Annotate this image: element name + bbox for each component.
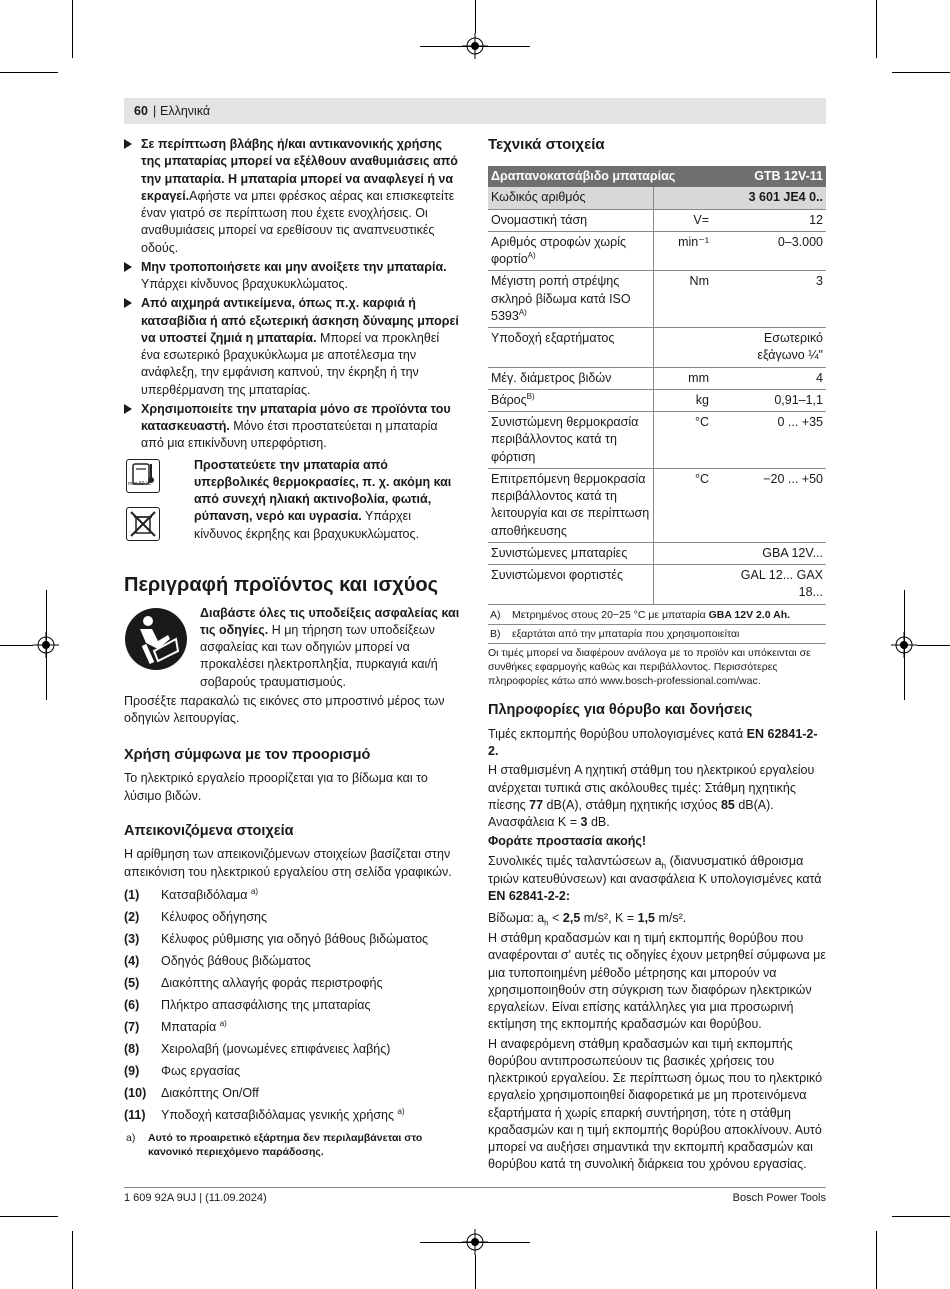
- thermometer-icon: [126, 459, 160, 493]
- crop-mark: [892, 1216, 950, 1217]
- item-text: Οδηγός βάθους βιδώματος: [161, 953, 311, 968]
- table-row: [488, 412, 826, 469]
- row-unit: mm: [654, 367, 713, 389]
- table-row: [488, 209, 826, 231]
- table-row: [488, 542, 826, 564]
- page-number: 60: [134, 104, 148, 118]
- item-number: (10): [124, 1085, 147, 1100]
- bullet-bold: Από αιχμηρά αντικείμενα, όπως π.χ. καρφιά ή κατσαβίδια ή από εξωτερική άσκηση δύναμης μπορεί να υποστεί ζημιά η μπαταρία.: [141, 296, 459, 345]
- noise-p1: Τιμές εκπομπής θορύβου υπολογισμένες κατά EN 62841-2-2.: [488, 726, 818, 758]
- row-label: Μέγ. διάμετρος βιδών: [488, 367, 654, 389]
- table-header-value: GTB 12V-11: [712, 166, 826, 187]
- note-text: Μετρημένος στους 20−25 °C με μπαταρία: [512, 608, 706, 621]
- row-value: GBA 12V...: [712, 542, 826, 564]
- table-row: [488, 367, 826, 389]
- bullet-bold: Σε περίπτωση βλάβης ή/και αντικανονικής χρήσης της μπαταρίας μπορεί να εξέλθουν αναθυμιάσεις από την μπαταρία. Η μπαταρία μπορεί να αναφλεγεί ή να εκραγεί.: [141, 137, 458, 203]
- item-number: (3): [124, 931, 140, 946]
- use-title: Χρήση σύμφωνα με τον προορισμό: [124, 747, 371, 763]
- bullet-triangle-icon: [124, 298, 132, 308]
- read-bold: Διαβάστε όλες τις υποδείξεις ασφαλείας και τις οδηγίες.: [200, 605, 460, 637]
- item-number: (11): [124, 1107, 146, 1122]
- table-header-row: [488, 166, 826, 187]
- row-value: −20 ... +50: [712, 468, 826, 542]
- item-text: Κέλυφος ρύθμισης για οδηγό βάθους βιδώματος: [161, 931, 429, 946]
- footer-left: 1 609 92A 9UJ | (11.09.2024): [124, 1192, 267, 1204]
- spec-table: [488, 166, 826, 605]
- row-unit: min⁻¹: [654, 231, 713, 271]
- table-note: [488, 625, 826, 644]
- registration-line: [475, 1255, 476, 1289]
- registration-line: [0, 645, 33, 646]
- safety-bullet: [124, 136, 460, 257]
- screwing-value: Βίδωμα: $a_h < 2,5$ m/s², K = 1,5 m/s².: [488, 910, 687, 928]
- list-item: [124, 1063, 460, 1085]
- list-item: [124, 997, 460, 1019]
- item-text: Χειρολαβή (μονωμένες επιφάνειες λαβής): [161, 1041, 391, 1056]
- row-unit: [654, 565, 713, 605]
- left-column: [124, 136, 460, 1159]
- list-item: [124, 975, 460, 997]
- row-unit: Nm: [654, 271, 713, 328]
- row-value: 3: [712, 271, 826, 328]
- footer-right: Bosch Power Tools: [732, 1192, 826, 1204]
- item-text: Φως εργασίας: [161, 1063, 241, 1078]
- registration-line: [420, 1242, 530, 1243]
- section-title: Περιγραφή προϊόντος και ισχύος: [124, 573, 438, 596]
- crop-mark: [72, 1231, 73, 1289]
- page-header: [124, 98, 826, 124]
- item-text: Μπαταρία $^{a)}$: [161, 1018, 227, 1034]
- table-row: [488, 271, 826, 328]
- vibration-p: Συνολικές τιμές ταλαντώσεων $a_h$ (διανυσματικό άθροισμα τριών κατευθύνσεων) και ανασφάλεια K υπολογισμένες κατά EN 62841-2-2:: [488, 853, 822, 904]
- row-label: Κωδικός αριθμός: [488, 187, 654, 209]
- row-value: 4: [712, 367, 826, 389]
- row-unit: [654, 187, 713, 209]
- bullet-bold: Μην τροποποιήσετε και μην ανοίξετε την μπαταρία.: [141, 259, 447, 274]
- crop-mark: [72, 0, 73, 58]
- item-number: (6): [124, 997, 140, 1012]
- row-label: Επιτρεπόμενη θερμοκρασία περιβάλλοντος κατά τη λειτουργία και σε περίπτωση αποθήκευσης: [488, 468, 654, 542]
- row-unit: °C: [654, 412, 713, 469]
- temperature-warning: [124, 457, 460, 549]
- level-paragraph-2: Η αναφερόμενη στάθμη κραδασμών και τιμή εκπομπής θορύβου αντιπροσωπεύουν τις βασικές χρήσεις του ηλεκτρικού εργαλείου. Σε περίπτωση όμως που το ηλεκτρικό εργαλείο χρησιμοποιηθεί διαφορετικά με μη προτεινόμενα εξαρτήματα ή χωρίς επαρκή συντήρηση, τότε η στάθμη κραδασμών και η τιμή εκπομπής θορύβου αποκλίνουν. Αυτό μπορεί να αυξήσει σημαντικά την εκπομπή κραδασμών και θορύβου κατά τη συνολική διάρκεια του χρόνου εργασίας.: [488, 1036, 823, 1172]
- note-text: εξαρτάται από την μπαταρία που χρησιμοποιείται: [512, 627, 740, 640]
- list-item: [124, 953, 460, 975]
- components-list: [124, 887, 460, 1129]
- table-notes: [488, 608, 826, 689]
- row-value: 0,91–1,1: [712, 389, 826, 411]
- bullet-triangle-icon: [124, 404, 132, 414]
- registration-line: [420, 46, 530, 47]
- table-row: [488, 468, 826, 542]
- list-item: [124, 1107, 460, 1129]
- item-text: Κατσαβιδόλαμα $^{a)}$: [161, 886, 259, 902]
- registration-line: [917, 645, 950, 646]
- table-row: [488, 565, 826, 605]
- noise-title: Πληροφορίες για θόρυβο και δονήσεις: [488, 702, 753, 719]
- list-item: [124, 931, 460, 953]
- row-value: Εσωτερικό εξάγωνο ¼": [712, 328, 826, 368]
- row-value: 0–3.000: [712, 231, 826, 271]
- bullet-bold: Χρησιμοποιείτε την μπαταρία μόνο σε προϊόντα του κατασκευαστή.: [141, 401, 451, 433]
- use-text: Το ηλεκτρικό εργαλείο προορίζεται για το βίδωμα και το λύσιμο βιδών.: [124, 771, 428, 803]
- item-number: (5): [124, 975, 140, 990]
- list-item: [124, 1041, 460, 1063]
- table-note: [488, 608, 826, 625]
- row-value: 3 601 JE4 0..: [712, 187, 826, 209]
- item-number: (4): [124, 953, 140, 968]
- components-title: Απεικονιζόμενα στοιχεία: [124, 822, 294, 839]
- item-text: Πλήκτρο απασφάλισης της μπαταρίας: [161, 997, 371, 1012]
- table-row: [488, 187, 826, 209]
- note-bold: GBA 12V 2.0 Ah.: [708, 608, 791, 621]
- safety-bullet: [124, 259, 460, 294]
- bullet-text: Αφήστε να μπει φρέσκος αέρας και επισκεφτείτε έναν γιατρό σε περίπτωση που έχετε ενοχλήσεις. Οι αναθυμιάσεις μπορεί να ερεθίσουν τις αναπνευστικές οδούς.: [141, 188, 455, 255]
- level-paragraph-1: Η στάθμη κραδασμών και η τιμή εκπομπής θορύβου που αναφέρονται σ' αυτές τις οδηγίες έχουν μετρηθεί σύμφωνα με μια τυποποιημένη μέθοδο μέτρησης και μπορούν να χρησιμοποιηθούν στη σύγκριση των διαφόρων ηλεκτρικών εργαλείων. Είναι επίσης κατάλληλες για μια προσωρινή εκτίμηση της εκπομπής κραδασμών και θορύβου.: [488, 931, 826, 1032]
- bullet-text: Μόνο έτσι προστατεύεται η μπαταρία από μια επικίνδυνη υπερφόρτιση.: [141, 419, 438, 451]
- row-unit: kg: [654, 389, 713, 411]
- item-text: Κέλυφος οδήγησης: [161, 909, 268, 924]
- row-label: Υποδοχή εξαρτήματος: [488, 328, 654, 368]
- row-label: Βάρος$^{B)}$: [488, 389, 654, 411]
- temperature-warning-text: [194, 457, 460, 543]
- row-value: 12: [712, 209, 826, 231]
- no-trash-icon: [126, 507, 160, 541]
- row-unit: V=: [654, 209, 713, 231]
- row-label: Αριθμός στροφών χωρίς φορτίο$^{A)}$: [488, 231, 654, 271]
- row-unit: [654, 328, 713, 368]
- right-column: [488, 136, 826, 1174]
- row-value: GAL 12... GAX 18...: [712, 565, 826, 605]
- bullet-text: Μπορεί να προκληθεί ένα εσωτερικό βραχυκύκλωμα με αποτέλεσμα την ανάφλεξη, την εμφάνιση καπνού, την έκρηξη ή την υπερθέρμανση της μπαταρίας.: [141, 330, 440, 397]
- protect-text: Υπάρχει κίνδυνος έκρηξης και βραχυκυκλώματος.: [194, 509, 419, 541]
- list-item: [124, 1085, 460, 1107]
- row-unit: [654, 542, 713, 564]
- read-manual-icon: [124, 607, 188, 671]
- item-text: Υποδοχή κατσαβιδόλαμας γενικής χρήσης $^{a)}$: [161, 1106, 405, 1122]
- table-row: [488, 328, 826, 368]
- registration-line: [46, 590, 47, 700]
- crop-mark: [0, 1216, 58, 1217]
- row-unit: °C: [654, 468, 713, 542]
- read-instructions-block: [124, 605, 460, 693]
- item-number: (9): [124, 1063, 140, 1078]
- ear-protection: Φοράτε προστασία ακοής!: [488, 834, 647, 849]
- safety-bullet: [124, 401, 460, 453]
- row-label: Συνιστώμενες μπαταρίες: [488, 542, 654, 564]
- table-header-label: Δραπανοκατσάβιδο μπαταρίας: [488, 166, 712, 187]
- protect-bold: Προστατεύετε την μπαταρία από υπερβολικές θερμοκρασίες, π. χ. ακόμη και από συνεχή ηλιακή ακτινοβολία, φωτιά, ρύπανση, νερό και υγρασία.: [194, 457, 452, 524]
- item-text: Διακόπτης αλλαγής φοράς περιστροφής: [161, 975, 383, 990]
- header-language: Ελληνικά: [160, 104, 211, 118]
- fold-note: Προσέξτε παρακαλώ τις εικόνες στο μπροστινό μέρος των οδηγιών λειτουργίας.: [124, 693, 445, 725]
- components-footnote: [124, 1131, 460, 1159]
- item-text: Διακόπτης On/Off: [161, 1085, 259, 1100]
- components-intro: Η αρίθμηση των απεικονιζόμενων στοιχείων βασίζεται στην απεικόνιση του ηλεκτρικού εργαλείου στη σελίδα γραφικών.: [124, 847, 452, 879]
- read-text: Η μη τήρηση των υποδείξεων ασφαλείας και των οδηγιών μπορεί να προκαλέσει ηλεκτροπληξία, πυρκαγιά και/ή σοβαρούς τραυματισμούς.: [200, 622, 438, 689]
- crop-mark: [876, 1231, 877, 1289]
- read-instructions-text: [200, 605, 460, 691]
- list-item: [124, 1019, 460, 1041]
- registration-line: [904, 590, 905, 700]
- item-number: (2): [124, 909, 140, 924]
- table-row: [488, 389, 826, 411]
- noise-p2: Η σταθμισμένη A ηχητική στάθμη του ηλεκτρικού εργαλείου ανέρχεται τυπικά στις ακόλουθες τιμές: Στάθμη ηχητικής πίεσης 77 dB(A), στάθμη ηχητικής ισχύος 85 dB(A). Ανασφάλεια K = 3 dB.: [488, 763, 815, 829]
- table-footer: Οι τιμές μπορεί να διαφέρουν ανάλογα με το προϊόν και υπόκεινται σε συνθήκες εφαρμογής καθώς και περιβάλλοντος. Περισσότερες πληροφορίες κάτω από www.bosch-professional.com/wac.: [488, 646, 811, 688]
- item-number: (7): [124, 1019, 140, 1034]
- bullet-text: Υπάρχει κίνδυνος βραχυκυκλώματος.: [141, 277, 348, 291]
- row-value: 0 ... +35: [712, 412, 826, 469]
- list-item: [124, 909, 460, 931]
- list-item: [124, 887, 460, 909]
- bullet-triangle-icon: [124, 139, 132, 149]
- crop-mark: [892, 72, 950, 73]
- crop-mark: [876, 0, 877, 58]
- item-number: (1): [124, 887, 140, 902]
- row-label: Συνιστώμενοι φορτιστές: [488, 565, 654, 605]
- note-key: A): [490, 608, 501, 621]
- note-key: B): [490, 627, 501, 640]
- footer-rule: [124, 1187, 826, 1188]
- temp-icon-label: max.50 °C: [128, 480, 152, 487]
- footnote-label: a): [126, 1131, 136, 1144]
- tech-title: Τεχνικά στοιχεία: [488, 136, 605, 153]
- bullet-triangle-icon: [124, 262, 132, 272]
- crop-mark: [0, 72, 58, 73]
- row-label: Συνιστώμενη θερμοκρασία περιβάλλοντος κατά τη φόρτιση: [488, 412, 654, 469]
- table-row: [488, 231, 826, 271]
- row-label: Μέγιστη ροπή στρέψης σκληρό βίδωμα κατά ISO $5393^{A)}$: [488, 271, 654, 328]
- item-number: (8): [124, 1041, 140, 1056]
- footnote-text: Αυτό το προαιρετικό εξάρτημα δεν περιλαμβάνεται στο κανονικό περιεχόμενο παράδοσης.: [148, 1131, 423, 1158]
- safety-bullet: [124, 295, 460, 399]
- header-separator: |: [153, 104, 157, 118]
- row-label: Ονομαστική τάση: [488, 209, 654, 231]
- registration-line: [475, 0, 476, 33]
